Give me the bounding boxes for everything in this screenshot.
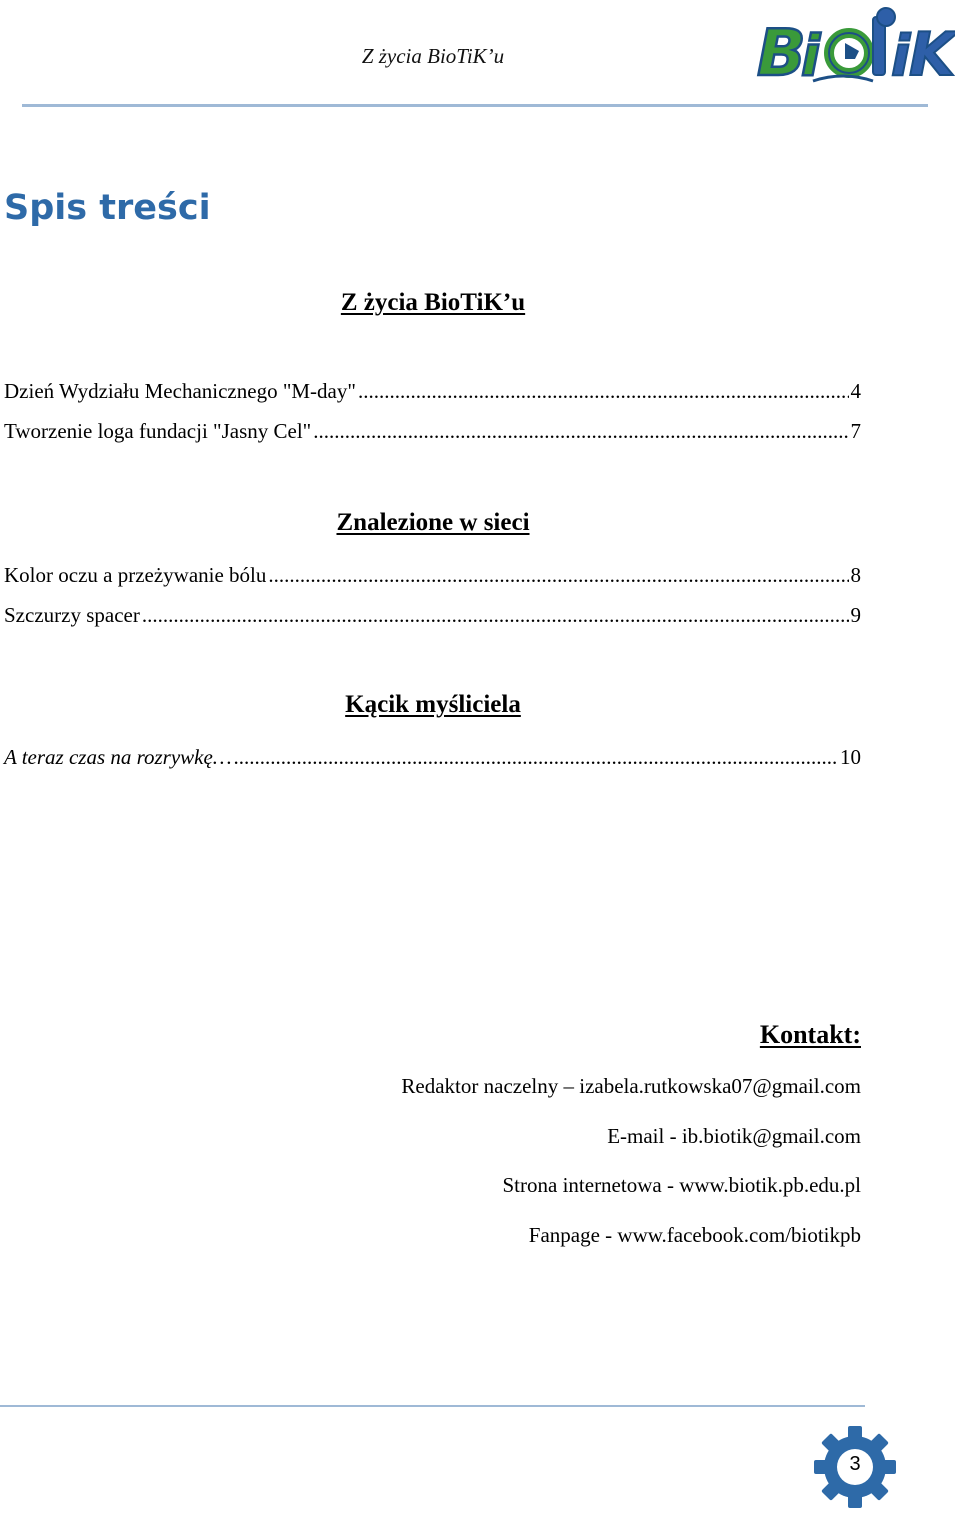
toc-section-title: Z życia BioTiK’u	[340, 289, 526, 316]
toc-entry-title: A teraz czas na rozrywkę…	[4, 745, 232, 769]
running-header-title: Z życia BioTiK’u	[361, 44, 505, 68]
toc-leader-dots	[268, 563, 848, 588]
svg-text:B: B	[757, 17, 806, 91]
toc-leader-dots	[234, 745, 839, 770]
toc-heading: Spis treści	[4, 188, 211, 228]
toc-entry-page: 7	[850, 419, 861, 443]
biotik-logo	[753, 3, 955, 93]
toc-leader-dots	[142, 603, 849, 628]
toc-section-title: Znalezione w sieci	[336, 509, 530, 536]
toc-entry-page: 8	[850, 563, 861, 587]
toc-entry-page: 10	[840, 745, 861, 769]
toc-entry-title: Kolor oczu a przeżywanie bólu	[4, 563, 267, 587]
contact-website-line: Strona internetowa - www.biotik.pb.edu.pl	[502, 1173, 861, 1197]
toc-entry[interactable]	[4, 563, 861, 588]
toc-entry[interactable]	[4, 379, 861, 404]
contact-email-line: E-mail - ib.biotik@gmail.com	[607, 1124, 861, 1148]
page-number: 3	[849, 1453, 861, 1475]
header-divider	[22, 104, 928, 107]
contact-fanpage-line: Fanpage - www.facebook.com/biotikpb	[528, 1223, 861, 1247]
toc-entry-title: Dzień Wydziału Mechanicznego "M-day"	[4, 379, 356, 403]
footer-divider	[0, 1405, 865, 1407]
contact-heading: Kontakt:	[759, 1020, 861, 1049]
svg-text:K: K	[909, 20, 955, 90]
svg-text:i: i	[891, 24, 911, 89]
toc-leader-dots	[313, 419, 848, 444]
contact-editor-line: Redaktor naczelny – izabela.rutkowska07@gmail.com	[401, 1074, 861, 1098]
toc-section-title: Kącik myśliciela	[345, 691, 521, 718]
toc-leader-dots	[358, 379, 849, 404]
toc-entry[interactable]	[4, 419, 861, 444]
toc-entry-page: 9	[850, 603, 861, 627]
toc-entry-title: Tworzenie loga fundacji "Jasny Cel"	[4, 419, 312, 443]
toc-entry[interactable]	[4, 745, 861, 770]
toc-entry[interactable]	[4, 603, 861, 628]
toc-entry-title: Szczurzy spacer	[4, 603, 140, 627]
svg-text:i: i	[801, 24, 821, 89]
toc-entry-page: 4	[850, 379, 861, 403]
